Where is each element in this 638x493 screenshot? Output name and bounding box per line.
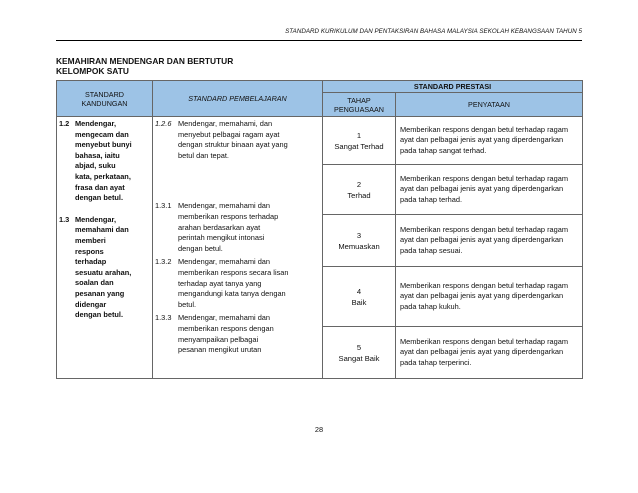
tahap-name: Terhad <box>347 190 371 200</box>
section-title <box>56 56 233 76</box>
tahap-name: Memuaskan <box>338 241 380 251</box>
tahap-cell <box>323 267 396 327</box>
tahap-level: 1 <box>356 130 362 140</box>
pembelajaran-item: 1.2.6 Mendengar, memahami, dan menyebut pelbagai ragam ayat dengan struktur binaan ayat yang betul dan tepat. <box>155 119 288 160</box>
kandungan-cell <box>57 117 153 379</box>
section-title-line1: KEMAHIRAN MENDENGAR DAN BERTUTUR <box>56 56 234 66</box>
header-divider <box>56 40 582 41</box>
tahap-cell <box>323 327 396 379</box>
penyataan-cell: Memberikan respons dengan betul terhadap ragam ayat dan pelbagai jenis ayat yang diperdengarkan pada tahap sesuai. <box>396 215 583 267</box>
header-standard-pembelajaran: STANDARD PEMBELAJARAN <box>153 81 323 117</box>
running-header: STANDARD KURIKULUM DAN PENTAKSIRAN BAHASA MALAYSIA SEKOLAH KEBANGSAAN TAHUN 5 <box>285 28 582 35</box>
tahap-name: Baik <box>351 297 367 307</box>
penyataan-cell: Memberikan respons dengan betul terhadap ragam ayat dan pelbagai jenis ayat yang diperdengarkan pada tahap kukuh. <box>396 267 583 327</box>
tahap-name: Sangat Baik <box>338 353 380 363</box>
pembelajaran-cell <box>153 117 323 379</box>
kandungan-item: 1.2 Mendengar, mengecam dan menyebut bunyi bahasa, iaitu abjad, suku kata, perkataan, frasa dan ayat dengan betul. <box>59 119 132 203</box>
tahap-cell <box>323 215 396 267</box>
header-standard-kandungan: STANDARD KANDUNGAN <box>57 81 153 117</box>
pembelajaran-item: 1.3.3 Mendengar, memahami dan memberikan respons dengan menyampaikan pelbagai pesanan mengikut urutan <box>155 313 274 355</box>
header-penyataan: PENYATAAN <box>396 93 583 117</box>
tahap-level: 3 <box>356 230 362 240</box>
standards-table <box>56 80 583 379</box>
section-title-line2: KELOMPOK SATU <box>56 66 129 76</box>
tahap-level: 4 <box>356 286 362 296</box>
kandungan-item: 1.3 Mendengar, memahami dan memberi respons terhadap sesuatu arahan, soalan dan pesanan yang didengar dengan betul. <box>59 214 132 320</box>
penyataan-cell: Memberikan respons dengan betul terhadap ragam ayat dan pelbagai jenis ayat yang diperdengarkan pada tahap terperinci. <box>396 327 583 379</box>
header-tahap-penguasaan: TAHAP PENGUASAAN <box>323 93 396 117</box>
tahap-name: Sangat Terhad <box>334 141 384 151</box>
tahap-level: 2 <box>356 179 362 189</box>
pembelajaran-item: 1.3.1 Mendengar, memahami dan memberikan respons terhadap arahan berdasarkan ayat perintah mengikut intonasi dengan betul. <box>155 201 279 253</box>
header-standard-prestasi: STANDARD PRESTASI <box>323 81 583 93</box>
tahap-cell <box>323 165 396 215</box>
penyataan-cell: Memberikan respons dengan betul terhadap ragam ayat dan pelbagai jenis ayat yang diperdengarkan pada tahap sangat terhad. <box>396 117 583 165</box>
tahap-level: 5 <box>356 342 362 352</box>
penyataan-cell: Memberikan respons dengan betul terhadap ragam ayat dan pelbagai jenis ayat yang diperdengarkan pada tahap terhad. <box>396 165 583 215</box>
page-number: 28 <box>314 425 324 434</box>
tahap-cell <box>323 117 396 165</box>
pembelajaran-item: 1.3.2 Mendengar, memahami dan memberikan respons secara lisan terhadap ayat tanya yang mengandungi kata tanya dengan betul. <box>155 257 289 309</box>
